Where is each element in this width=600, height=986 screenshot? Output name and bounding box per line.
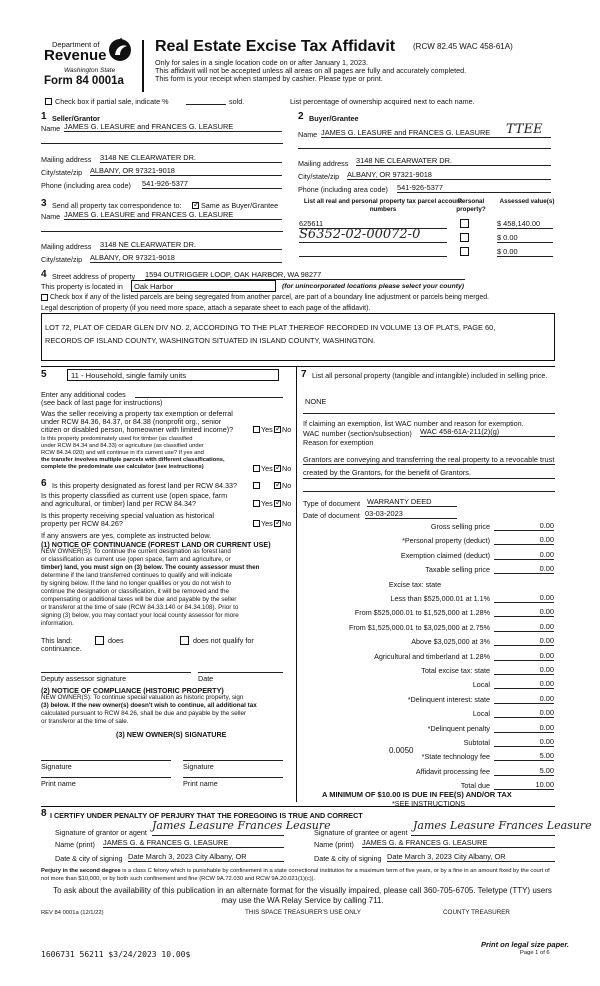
historic-yes-label: Yes	[261, 519, 273, 528]
q-timber-line-3: RCW 84.34.020) and will continue in it's current use? If yes and	[41, 450, 204, 456]
state-label: Washington State	[64, 67, 116, 74]
q-timber-line-2: under RCW 84.34 and 84.33) or agriculture (as classified under	[41, 443, 204, 449]
corr-name-label: Name	[41, 212, 61, 221]
dept-label: Department of	[52, 40, 100, 49]
see-instructions-note: *SEE INSTRUCTIONS	[392, 799, 466, 808]
buyer-name-label: Name	[298, 130, 318, 139]
see-back-note: (see back of last page for instructions)	[41, 398, 163, 407]
assessed-value-2[interactable]: $ 0.00	[497, 233, 553, 243]
new-owner-signature-label-1: Signature	[41, 762, 72, 771]
q-current-use-line-1: Is this property classified as current use (open space, farm	[41, 491, 228, 500]
new-owner-signature-label-2: Signature	[183, 762, 214, 771]
tax-row-value[interactable]: 0.00	[494, 607, 554, 617]
segregated-label: Check box if any of the listed parcels are being segregated from another parcel, are part of a boundary line adjustment or parcels being merged.	[50, 294, 489, 301]
buyer-trustee-handwriting: TTEE	[506, 122, 543, 137]
tax-row-label: Taxable selling price	[425, 565, 490, 575]
new-owner-signature-title: (3) NEW OWNER(S) SIGNATURE	[116, 730, 227, 739]
exemption-no-checkbox[interactable]	[274, 426, 281, 433]
tax-row-label: Agricultural and timberland at 1.28%	[374, 651, 490, 661]
tax-row-value[interactable]: 0.00	[494, 636, 554, 646]
tax-row-label: Total due	[460, 781, 490, 791]
tax-row-label: *Personal property (deduct)	[402, 536, 490, 546]
corr-mail-label: Mailing address	[41, 242, 92, 251]
q-historic-line-1: Is this property receiving special valuation as historical	[41, 511, 214, 520]
seller-city-field[interactable]: ALBANY, OR 97321-9018	[90, 166, 282, 176]
reason-label: Reason for exemption	[303, 438, 374, 447]
seller-phone-label: Phone (including area code)	[41, 181, 131, 190]
seller-name-field[interactable]: JAMES G. LEASURE and FRANCES G. LEASURE	[64, 122, 282, 132]
grantor-name-field[interactable]: JAMES G. & FRANCES G. LEASURE	[103, 838, 284, 848]
revenue-wordmark: Revenue	[44, 47, 107, 64]
historic-no-checkbox[interactable]	[274, 520, 281, 527]
form-rcw: (RCW 82.45 WAC 458-61A)	[413, 42, 513, 51]
section-5-number: 5	[41, 369, 47, 380]
timber-yes-label: Yes	[261, 464, 273, 473]
additional-codes-label: Enter any additional codes	[41, 390, 126, 399]
personal-property-checkbox-3[interactable]	[460, 247, 469, 256]
timber-no-checkbox[interactable]	[274, 465, 281, 472]
grantor-date-field[interactable]: Date March 3, 2023 City Albany, OR	[128, 852, 284, 862]
land-does-not-checkbox[interactable]	[180, 636, 189, 645]
parcel-number-3[interactable]	[299, 247, 447, 257]
land-does-checkbox[interactable]	[95, 636, 104, 645]
grantor-signature-handwriting[interactable]: James Leasure Frances Leasure	[152, 819, 331, 832]
assessed-value-col-header: Assessed value(s)	[499, 198, 555, 205]
q-timber-line-1: Is this property predominately used for timber (as classified	[41, 436, 193, 442]
ownership-note: List percentage of ownership acquired next to each name.	[290, 97, 475, 106]
personal-property-col-header: Personal property?	[456, 198, 486, 213]
notice-compliance-line: calculated pursuant to RCW 84.26, shall be due and payable by the seller	[41, 710, 247, 717]
grantee-date-label: Date & city of signing	[314, 854, 382, 863]
exemption-yes-checkbox[interactable]	[253, 426, 260, 433]
tax-row-value[interactable]: 5.00	[494, 751, 554, 761]
notice-continuance-line: timber) land, you must sign on (3) below. The county assessor must then	[41, 564, 260, 571]
section-6-number: 6	[41, 478, 47, 489]
tax-row-value[interactable]: 0.00	[494, 622, 554, 632]
q-exemption-line-2: under RCW 84.36, 84.37, or 84.38 (nonprofit org., senior	[41, 417, 222, 426]
tax-row-label: Exemption claimed (deduct)	[400, 550, 490, 560]
section-1-number: 1	[41, 111, 47, 122]
forest-no-label: No	[282, 481, 292, 490]
seller-city-label: City/state/zip	[41, 168, 83, 177]
legal-description-box[interactable]	[41, 313, 555, 361]
continuance-label: continuance.	[41, 644, 82, 653]
buyer-name-field[interactable]: JAMES G. LEASURE and FRANCES G. LEASURE	[321, 128, 551, 138]
grantee-signature-label: Signature of grantee or agent	[314, 828, 408, 837]
instructions-note: If any answers are yes, complete as instructed below.	[41, 531, 212, 540]
section-3-number: 3	[41, 198, 47, 209]
notice-compliance-line: or transferor at the time of sale.	[41, 718, 129, 725]
page-number: Page 1 of 6	[520, 950, 550, 956]
grantor-signature-label: Signature of grantor or agent	[55, 828, 147, 837]
buyer-city-label: City/state/zip	[298, 172, 340, 181]
buyer-mail-field[interactable]: 3148 NE CLEARWATER DR.	[356, 156, 551, 166]
same-as-buyer-label: Same as Buyer/Grantee	[201, 201, 279, 210]
grantee-date-field[interactable]: Date March 3, 2023 City Albany, OR	[387, 852, 555, 862]
q-timber-line-5: complete the predominate use calculator (see instructions)	[41, 464, 204, 470]
personal-property-checkbox-1[interactable]	[460, 219, 469, 228]
correspondence-label: Send all property tax correspondence to:	[52, 201, 182, 210]
corr-name-field[interactable]: JAMES G. LEASURE and FRANCES G. LEASURE	[64, 210, 282, 220]
current-use-yes-label: Yes	[261, 499, 273, 508]
historic-no-label: No	[282, 519, 292, 528]
tax-row-value[interactable]: 0.00	[494, 593, 554, 603]
exemption-reason-text[interactable]: Grantors are conveying and transferring the real property to a revocable trust created by the Grantors, for the benefit of Grantors.	[303, 455, 555, 477]
tax-row-value[interactable]: 0.00	[494, 665, 554, 675]
buyer-heading: Buyer/Grantee	[309, 114, 359, 123]
location-select-value: Oak Harbor	[134, 282, 174, 291]
new-owner-print-label-2: Print name	[183, 779, 218, 788]
section-8-number: 8	[41, 808, 47, 819]
q-timber-line-4: the transfer involves multiple parcels with different classifications,	[41, 457, 225, 463]
tax-row-label: From $525,000.01 to $1,525,000 at 1.28%	[354, 608, 490, 618]
tax-row-value[interactable]: 0.00	[494, 708, 554, 718]
grantee-name-label: Name (print)	[314, 840, 354, 849]
notice-continuance-line: or transferor at the time of sale (RCW 84.33.140 or 84.34.108). Prior to	[41, 604, 239, 611]
street-address-field[interactable]: 1594 OUTRIGGER LOOP, OAK HARBOR, WA 98277	[145, 270, 465, 280]
form-title: Real Estate Excise Tax Affidavit	[155, 38, 396, 55]
dor-logo-icon	[108, 38, 132, 62]
land-does-label: does	[108, 636, 124, 645]
notice-continuance-line: signing (3) below, you may contact your local county assessor for more	[41, 612, 239, 619]
local-rate-value: 0.0050	[389, 746, 414, 755]
section-4-number: 4	[41, 269, 47, 280]
q-exemption-line-1: Was the seller receiving a property tax exemption or deferral	[41, 409, 233, 418]
same-as-buyer-checkbox[interactable]	[192, 202, 199, 209]
section-7-number: 7	[301, 369, 307, 380]
personal-property-value[interactable]: NONE	[305, 397, 327, 406]
notice-compliance-title: (2) NOTICE OF COMPLIANCE (HISTORIC PROPERTY)	[41, 686, 224, 695]
grantor-name-label: Name (print)	[55, 840, 95, 849]
tax-row-label: Total excise tax: state	[421, 666, 490, 675]
grantee-signature-handwriting[interactable]: James Leasure Frances Leasure	[413, 819, 592, 832]
parcel-number-2[interactable]: S6352-02-00072-0	[299, 227, 447, 243]
tax-row-label: *State technology fee	[421, 752, 490, 762]
recording-stamp: 1606731 56211 $3/24/2023 10.00$	[41, 950, 191, 959]
land-does-not-label: does not qualify for	[193, 636, 254, 645]
exemption-no-label: No	[282, 425, 292, 434]
personal-property-checkbox-2[interactable]	[460, 233, 469, 242]
deputy-date-label: Date	[198, 674, 214, 683]
buyer-mail-label: Mailing address	[298, 159, 349, 168]
q-current-use-line-2: and agricultural, or timber) land per RCW 84.34?	[41, 499, 197, 508]
this-land-label: This land:	[41, 636, 73, 645]
notice-compliance-line: NEW OWNER(S): To continue special valuation as historic property, sign	[41, 694, 244, 701]
buyer-phone-label: Phone (including area code)	[298, 185, 388, 194]
legal-description-label: Legal description of property (if you need more space, attach a separate sheet to each page of the affidavit).	[41, 305, 371, 312]
accessibility-note: To ask about the availability of this publication in an alternate format for the visually impaired, please call 360-705-6705. Teletype (TTY) users may use the WA Relay Service by calling 711.	[53, 886, 552, 905]
corr-city-label: City/state/zip	[41, 255, 83, 264]
tax-row-label: From $1,525,000.01 to $3,025,000 at 2.75%	[348, 622, 490, 632]
wac-label: WAC number (section/subsection)	[303, 429, 412, 438]
tax-row-value[interactable]: 0.00	[494, 521, 554, 531]
current-use-no-label: No	[282, 499, 292, 508]
section-2-number: 2	[298, 111, 304, 122]
tax-row-value[interactable]: 0.00	[494, 550, 554, 560]
assessed-value-3[interactable]: $ 0.00	[497, 247, 553, 257]
buyer-phone-field[interactable]: 541-926-5377	[397, 183, 551, 193]
exemption-note: If claiming an exemption, list WAC number and reason for exemption.	[303, 419, 524, 428]
location-note: (for unincorporated locations please select your county)	[282, 283, 465, 290]
tax-row-value[interactable]: 0.00	[494, 679, 554, 689]
grantor-date-label: Date & city of signing	[55, 854, 123, 863]
location-select[interactable]	[131, 280, 276, 292]
note-1: Only for sales in a single location code on or after January 1, 2023.	[155, 58, 368, 67]
tax-row-value[interactable]: 0.00	[494, 535, 554, 545]
minimum-due-note: A MINIMUM OF $10.00 IS DUE IN FEE(S) AND/OR TAX	[322, 790, 512, 799]
personal-property-label: List all personal property (tangible and intangible) included in selling price.	[312, 371, 548, 380]
partial-sale-checkbox[interactable]	[45, 98, 52, 105]
located-in-label: This property is located in	[41, 282, 123, 291]
seller-mail-label: Mailing address	[41, 155, 92, 164]
historic-yes-checkbox[interactable]	[253, 520, 260, 527]
exemption-yes-label: Yes	[261, 425, 273, 434]
forest-no-checkbox[interactable]	[274, 482, 281, 489]
perjury-text: is a class C felony which is punishable by confinement in a state correctional institution for a maximum term of five years, or by a fine in an amount fixed by the court of not more than $10,000, or by both such confinement and fine (RCW 9A.72.030 and RCW 9A.20.021(1)(c)).	[41, 868, 550, 882]
current-use-yes-checkbox[interactable]	[253, 500, 260, 507]
new-owner-print-label-1: Print name	[41, 779, 76, 788]
forest-yes-checkbox[interactable]	[253, 482, 260, 489]
treasurer-use-label: THIS SPACE TREASURER'S USE ONLY	[245, 909, 361, 916]
q-historic-line-2: property per RCW 84.26?	[41, 519, 123, 528]
notice-continuance-line: determine if the land transferred continues to qualify and will indicate	[41, 572, 233, 579]
notice-continuance-line: continue the designation or classification, it will be removed and the	[41, 588, 229, 595]
form-number: Form 84 0001a	[44, 75, 124, 87]
notice-continuance-line: compensating or additional taxes will be due and payable by the seller	[41, 596, 237, 603]
tax-row-label: Subtotal	[463, 738, 490, 747]
tax-row-label: *Delinquent interest: state	[407, 694, 490, 704]
tax-row-label: Less than $525,000.01 at 1.1%	[390, 594, 490, 603]
tax-row-value[interactable]: 0.00	[494, 723, 554, 733]
seller-phone-field[interactable]: 541-926-5377	[142, 179, 282, 189]
note-3: This form is your receipt when stamped by cashier. Please type or print.	[155, 74, 383, 83]
tax-row-label: Local	[472, 709, 490, 719]
buyer-city-field[interactable]: ALBANY, OR 97321-9018	[347, 170, 551, 180]
assessed-value-1[interactable]: $ 458,140.00	[497, 219, 553, 229]
seller-heading: Seller/Grantor	[52, 114, 100, 123]
parcel-col-header: List all real and personal property tax parcel account numbers	[303, 198, 463, 213]
doc-date-label: Date of document	[303, 511, 360, 520]
notice-continuance-line: NEW OWNER(S): To continue the current designation as forest land	[41, 548, 231, 555]
corr-mail-field[interactable]: 3148 NE CLEARWATER DR.	[100, 240, 282, 250]
land-use-value: 11 - Household, single family units	[71, 371, 187, 380]
certification-text: I CERTIFY UNDER PENALTY OF PERJURY THAT THE FOREGOING IS TRUE AND CORRECT	[50, 811, 363, 820]
street-label: Street address of property	[52, 272, 136, 281]
notice-continuance-line: or classification as current use (open space, farm and agriculture, or	[41, 556, 231, 563]
perjury-bold: Perjury in the second degree	[41, 868, 121, 874]
wac-number-field[interactable]: WAC 458-61A-211(2)(g)	[420, 427, 555, 437]
partial-sold-label: sold.	[229, 97, 245, 106]
county-treasurer-label: COUNTY TREASURER	[443, 909, 510, 916]
tax-row-value[interactable]: 0.00	[494, 737, 554, 747]
notice-compliance-line: (3) below. If the new owner(s) doesn't wish to continue, all additional tax	[41, 702, 257, 709]
doc-type-field[interactable]: WARRANTY DEED	[367, 497, 457, 507]
notice-continuance-line: information.	[41, 620, 74, 627]
tax-row-value[interactable]: 10.00	[494, 780, 554, 790]
revision-label: REV 84 0001a (12/1/22)	[41, 910, 104, 916]
q-exemption-line-3: citizen or disabled person, homeowner with limited income)?	[41, 425, 234, 434]
segregated-checkbox[interactable]	[41, 294, 48, 301]
tax-row-label: *Delinquent penalty	[427, 723, 490, 733]
parcel-number-1[interactable]: 625611	[299, 219, 447, 229]
tax-row-value[interactable]: 0.00	[494, 564, 554, 574]
seller-mail-field[interactable]: 3148 NE CLEARWATER DR.	[100, 153, 282, 163]
partial-sale-label: Check box if partial sale, indicate %	[55, 97, 169, 106]
legal-description-text: LOT 72, PLAT OF CEDAR GLEN DIV NO. 2, ACCORDING TO THE PLAT THEREOF RECORDED IN VOLUME 13 OF PLATS, PAGE 60, RECORDS OF ISLAND COUNTY, WASHINGTON SITUATED IN ISLAND COUNTY, WASHINGTON.	[45, 323, 496, 345]
tax-row-value[interactable]: 0.00	[494, 651, 554, 661]
doc-date-field[interactable]: 03-03-2023	[365, 509, 457, 519]
tax-row-label: Above $3,025,000 at 3%	[411, 637, 490, 647]
q-forest-label: Is this property designated as forest land per RCW 84.33?	[52, 481, 237, 490]
tax-row-label: Affidavit processing fee	[415, 766, 490, 776]
corr-city-field[interactable]: ALBANY, OR 97321-9018	[90, 253, 282, 263]
tax-row-value[interactable]: 5.00	[494, 766, 554, 776]
tax-row-value[interactable]: 0.00	[494, 694, 554, 704]
perjury-statement	[41, 868, 555, 883]
tax-row-label: Excise tax: state	[388, 579, 442, 589]
grantee-name-field[interactable]: JAMES G. & FRANCES G. LEASURE	[362, 838, 555, 848]
notice-continuance-line: by signing below. If the land no longer qualifies or you do not wish to	[41, 580, 232, 587]
tax-row-label: Gross selling price	[430, 522, 490, 531]
seller-name-label: Name	[41, 124, 61, 133]
land-use-select[interactable]	[67, 369, 279, 381]
note-2: This affidavit will not be accepted unless all areas on all pages are fully and accurately completed.	[155, 66, 467, 75]
deputy-assessor-label: Deputy assessor signature	[41, 674, 127, 683]
timber-no-label: No	[282, 464, 292, 473]
timber-yes-checkbox[interactable]	[253, 465, 260, 472]
doc-type-label: Type of document	[303, 499, 361, 508]
notice-continuance-title: (1) NOTICE OF CONTINUANCE (FOREST LAND OR CURRENT USE)	[41, 540, 271, 549]
tax-row-label: Local	[472, 680, 490, 690]
current-use-no-checkbox[interactable]	[274, 500, 281, 507]
legal-paper-note: Print on legal size paper.	[481, 940, 569, 949]
